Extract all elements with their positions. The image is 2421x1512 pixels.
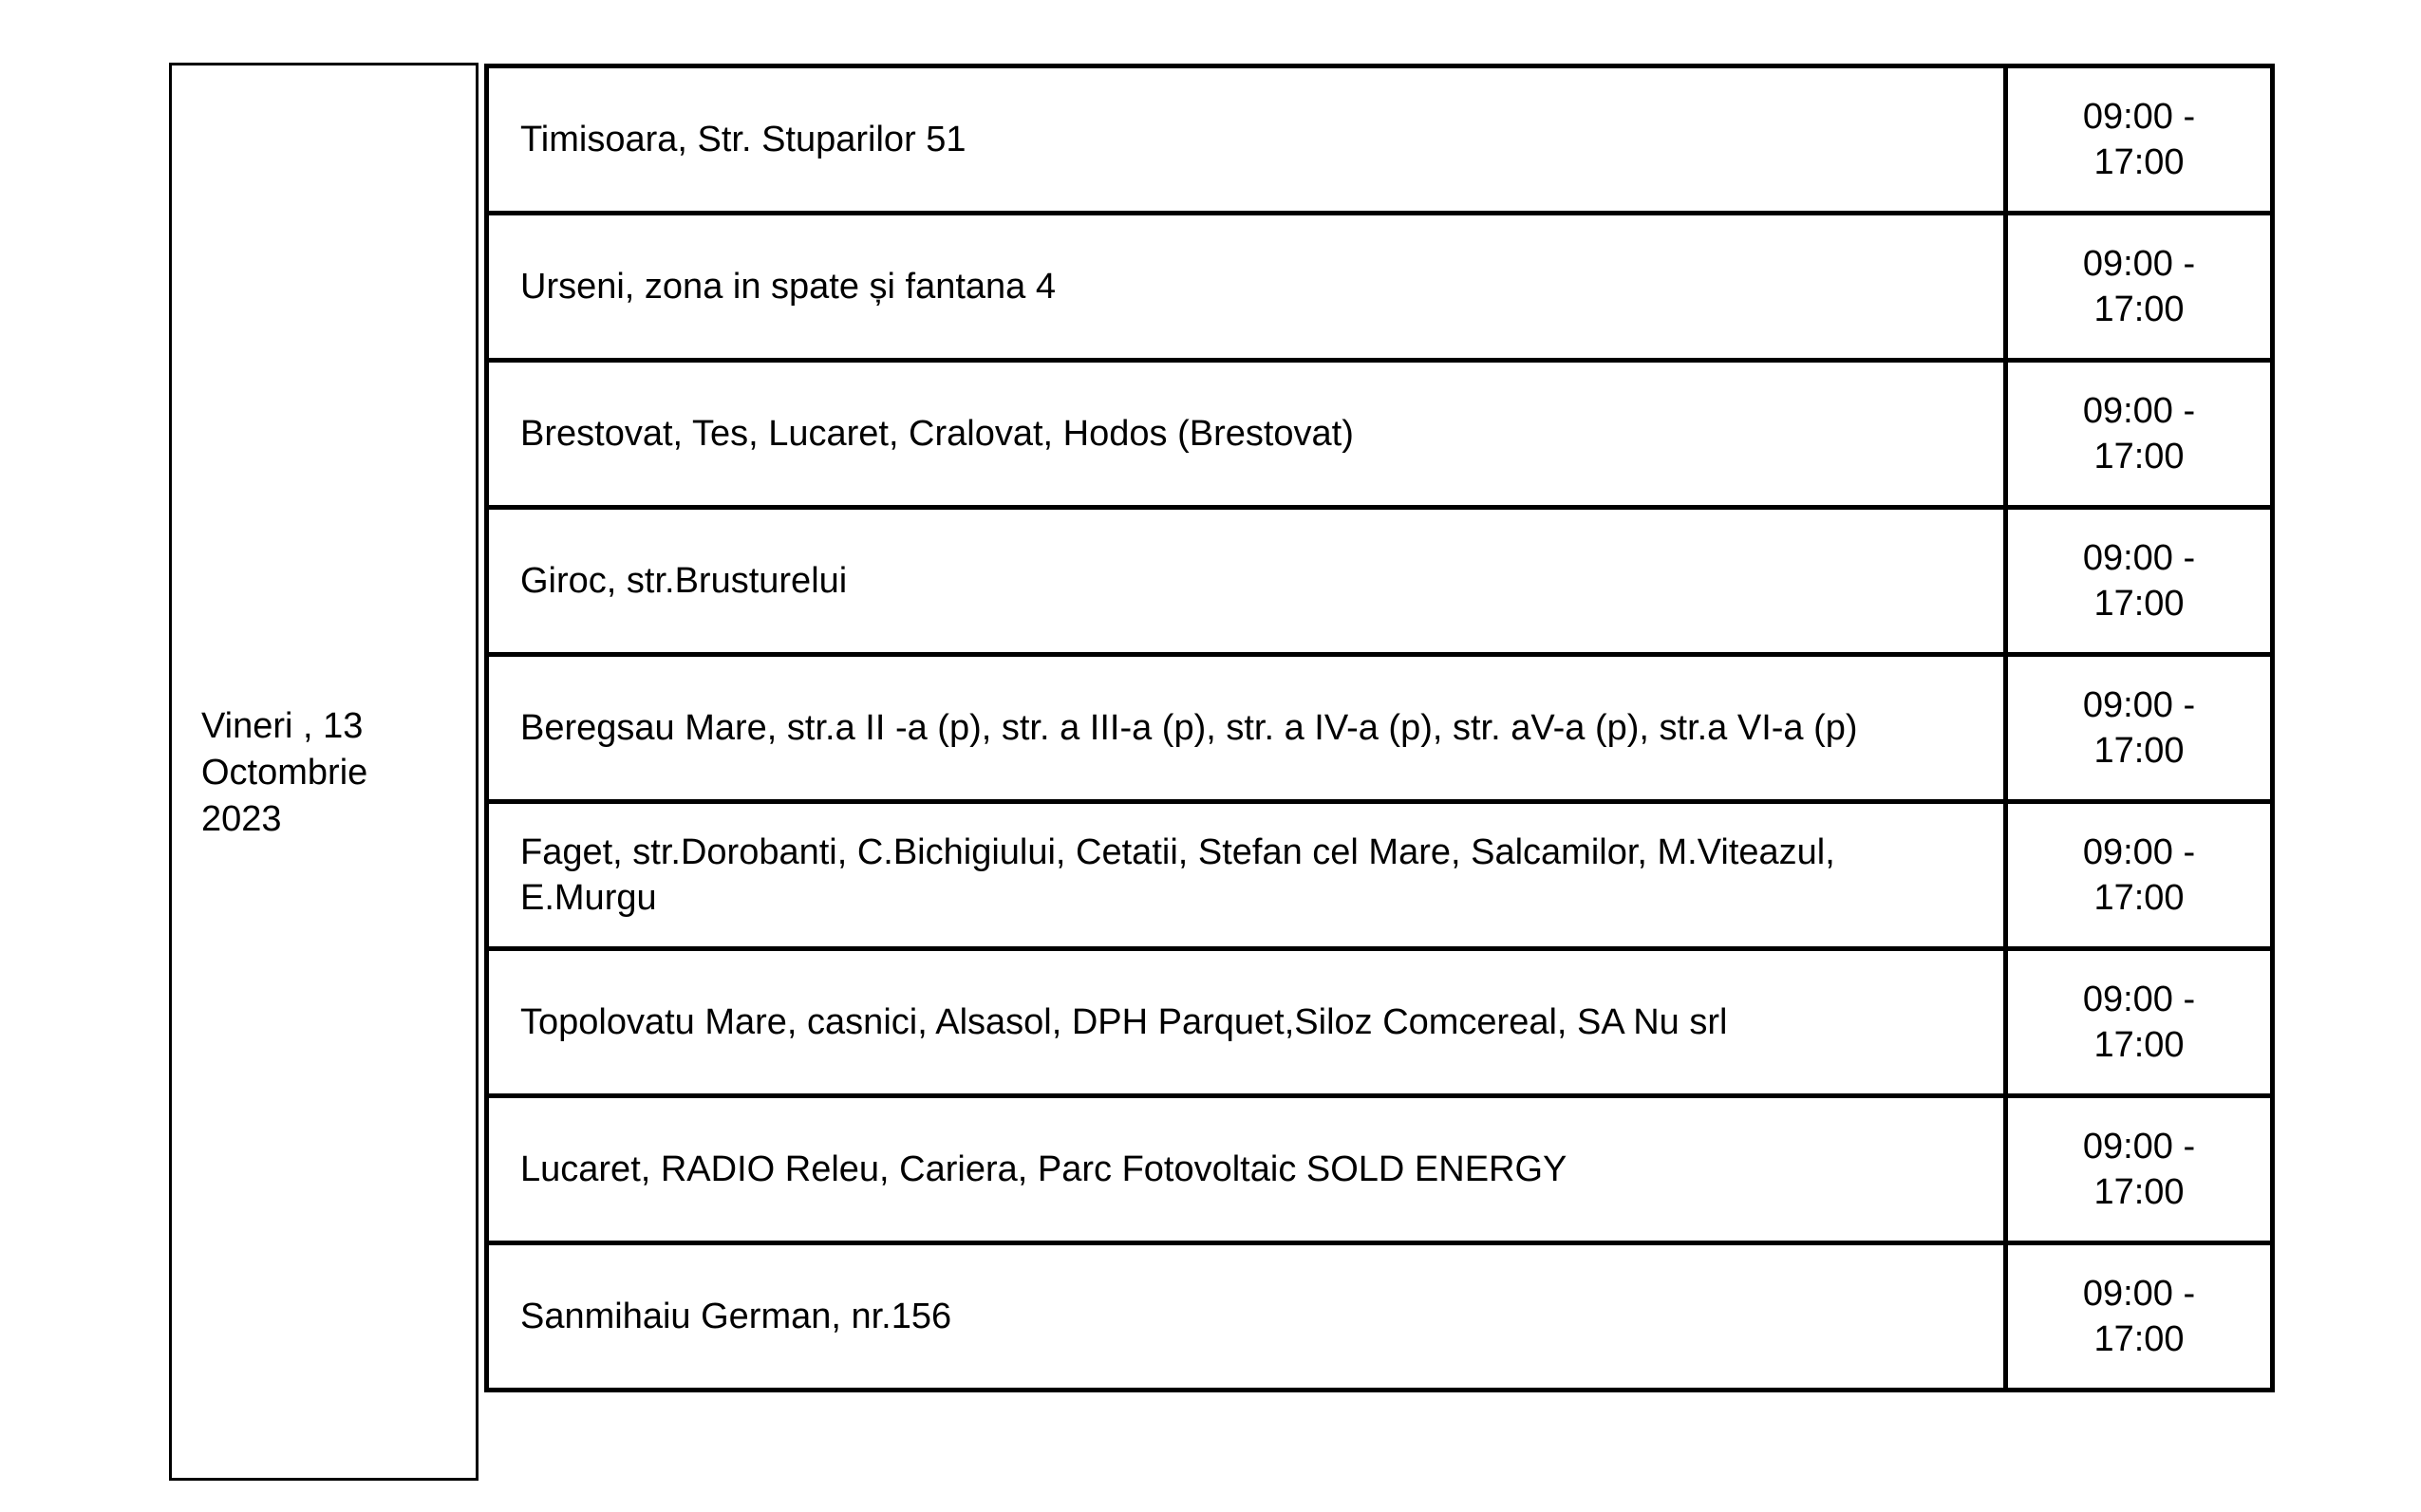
hours-cell: 09:00 - 17:00	[2006, 949, 2273, 1096]
hours-cell: 09:00 - 17:00	[2006, 361, 2273, 508]
date-cell	[169, 63, 479, 1481]
hours-cell: 09:00 - 17:00	[2006, 66, 2273, 214]
location-cell: Giroc, str.Brusturelui	[487, 508, 2006, 655]
table-row	[487, 802, 2273, 949]
hours-cell: 09:00 - 17:00	[2006, 1096, 2273, 1243]
date-label: Vineri , 13 Octombrie 2023	[201, 706, 368, 839]
location-cell: Topolovatu Mare, casnici, Alsasol, DPH Parquet,Siloz Comcereal, SA Nu srl	[487, 949, 2006, 1096]
table-row	[487, 1243, 2273, 1391]
hours-cell: 09:00 - 17:00	[2006, 214, 2273, 361]
location-cell: Brestovat, Tes, Lucaret, Cralovat, Hodos (Brestovat)	[487, 361, 2006, 508]
table-row	[487, 361, 2273, 508]
table-row	[487, 214, 2273, 361]
table-row	[487, 1096, 2273, 1243]
table-row	[487, 949, 2273, 1096]
hours-cell: 09:00 - 17:00	[2006, 802, 2273, 949]
location-cell: Sanmihaiu German, nr.156	[487, 1243, 2006, 1391]
location-cell: Beregsau Mare, str.a II -a (p), str. a III-a (p), str. a IV-a (p), str. aV-a (p), str.a VI-a (p)	[487, 655, 2006, 802]
location-cell: Urseni, zona in spate și fantana 4	[487, 214, 2006, 361]
location-cell: Lucaret, RADIO Releu, Cariera, Parc Fotovoltaic SOLD ENERGY	[487, 1096, 2006, 1243]
hours-cell: 09:00 - 17:00	[2006, 508, 2273, 655]
table-row	[487, 66, 2273, 214]
hours-cell: 09:00 - 17:00	[2006, 1243, 2273, 1391]
location-cell: Timisoara, Str. Stuparilor 51	[487, 66, 2006, 214]
table-row	[487, 508, 2273, 655]
schedule-table	[484, 64, 2275, 1392]
hours-cell: 09:00 - 17:00	[2006, 655, 2273, 802]
location-cell: Faget, str.Dorobanti, C.Bichigiului, Cetatii, Stefan cel Mare, Salcamilor, M.Viteazul, E.Murgu	[487, 802, 2006, 949]
table-row	[487, 655, 2273, 802]
